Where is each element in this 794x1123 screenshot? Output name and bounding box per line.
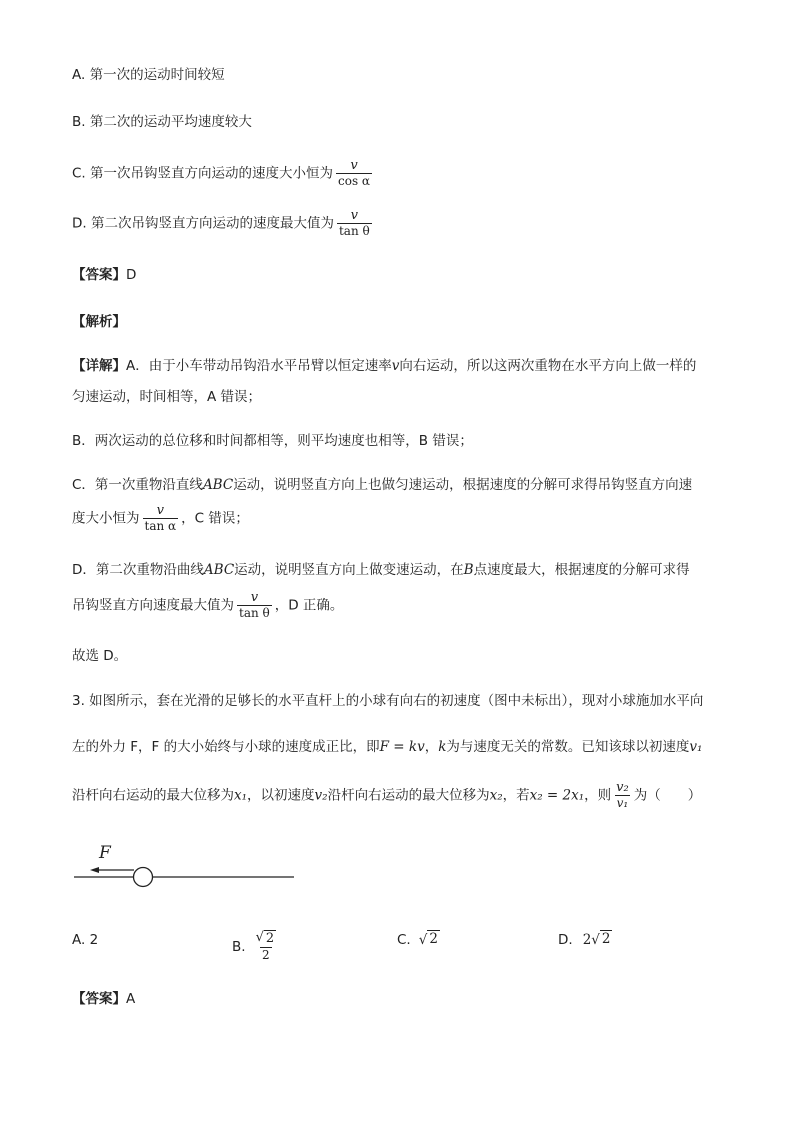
q3-stem-line-3 bbox=[72, 780, 701, 811]
force-arrow-head bbox=[90, 867, 99, 873]
q3-option-a: A. 2 bbox=[72, 932, 99, 948]
detail-text: 吊钩竖直方向速度最大值为 bbox=[72, 597, 234, 614]
fraction-numerator bbox=[254, 930, 279, 947]
var-abc: ABC bbox=[202, 477, 234, 493]
var-v: v bbox=[391, 358, 400, 374]
q2-analysis-tag bbox=[72, 313, 126, 331]
q3-stem-line-2 bbox=[72, 738, 702, 756]
answer-tag: 【答案】 bbox=[72, 267, 126, 283]
radicand: 2 bbox=[429, 931, 438, 947]
var-v1: v₁ bbox=[689, 739, 703, 755]
q3-option-c bbox=[397, 930, 440, 950]
q2-detail-line-1 bbox=[72, 357, 696, 375]
q2-detail-line-6 bbox=[72, 561, 690, 579]
fraction-numerator: v bbox=[350, 158, 358, 173]
q2-detail-line-3: B．两次运动的总位移和时间都相等，则平均速度也相等，B 错误； bbox=[72, 433, 473, 449]
fraction-denominator: 2 bbox=[262, 948, 270, 962]
q3-answer bbox=[72, 990, 135, 1008]
q2-option-c bbox=[72, 158, 375, 189]
q3-option-d bbox=[558, 930, 612, 950]
coefficient: 2 bbox=[582, 932, 592, 948]
var-x1: x₁ bbox=[234, 787, 248, 804]
detail-text: 运动，说明竖直方向上做变速运动，在 bbox=[234, 562, 464, 578]
stem-text: 沿杆向右运动的最大位移为 bbox=[327, 787, 490, 804]
sqrt: √ 2 bbox=[255, 930, 275, 946]
answer-tag: 【答案】 bbox=[72, 991, 126, 1007]
radicand: 2 bbox=[601, 931, 611, 947]
detail-text: C．第一次重物沿直线 bbox=[72, 477, 203, 493]
fraction-numerator: v₂ bbox=[616, 780, 629, 795]
option-b-fraction bbox=[254, 930, 279, 963]
rod-ball-figure bbox=[72, 838, 302, 894]
stem-text: 左的外力 F，F 的大小始终与小球的速度成正比，即 bbox=[72, 739, 380, 755]
stem-text: ，则 bbox=[584, 787, 612, 804]
detail-tag: 【详解】 bbox=[72, 358, 126, 374]
stem-text: ， bbox=[424, 739, 439, 755]
option-label: D. bbox=[558, 932, 573, 948]
var-b: B bbox=[463, 562, 474, 578]
fraction-denominator: tan α bbox=[144, 519, 177, 533]
force-label: F bbox=[99, 843, 111, 863]
q2-detail-line-8: 故选 D。 bbox=[72, 648, 128, 664]
q2-detail-line-5 bbox=[72, 503, 249, 534]
formula-f-kv: F = kv bbox=[379, 739, 425, 755]
q3-stem-line-1: 3. 如图所示，套在光滑的足够长的水平直杆上的小球有向右的初速度（图中未标出），现对小球施加水平向 bbox=[72, 693, 704, 709]
q2-detail-line-4 bbox=[72, 476, 692, 494]
fraction-numerator: v bbox=[156, 503, 164, 518]
q2-option-c-text: C. 第一次吊钩竖直方向运动的速度大小恒为 bbox=[72, 165, 334, 182]
sqrt: √ 2 bbox=[591, 931, 611, 948]
answer-value: D bbox=[126, 267, 137, 283]
q2-answer bbox=[72, 266, 136, 284]
detail-text: 运动，说明竖直方向上也做匀速运动，根据速度的分解可求得吊钩竖直方向速 bbox=[233, 477, 693, 493]
fraction-denominator: tan θ bbox=[338, 224, 370, 238]
q2-detail-line-2: 匀速运动，时间相等，A 错误； bbox=[72, 389, 262, 405]
q3-option-b bbox=[232, 930, 281, 963]
detail-text: 点速度最大，根据速度的分解可求得 bbox=[473, 562, 690, 578]
stem-text: ，若 bbox=[502, 787, 530, 804]
sqrt: √ 2 bbox=[418, 931, 438, 948]
radicand: 2 bbox=[265, 931, 275, 946]
detail-text: D．第二次重物沿曲线 bbox=[72, 562, 204, 578]
var-abc: ABC bbox=[203, 562, 235, 578]
q2-option-d bbox=[72, 208, 375, 239]
q2-option-d-text: D. 第二次吊钩竖直方向运动的速度最大值为 bbox=[72, 215, 334, 232]
detail-fraction bbox=[237, 590, 272, 621]
fraction-denominator: cos α bbox=[338, 174, 371, 188]
answer-value: A bbox=[126, 991, 136, 1007]
ball bbox=[134, 868, 153, 887]
formula-x2-2x1: x₂ = 2x₁ bbox=[529, 787, 585, 804]
stem-text: ，以初速度 bbox=[247, 787, 315, 804]
stem-text: 为（ ） bbox=[633, 787, 702, 804]
detail-fraction bbox=[143, 503, 179, 534]
ratio-fraction bbox=[614, 780, 631, 811]
var-x2: x₂ bbox=[489, 787, 503, 804]
q2-option-b: B. 第二次的运动平均速度较大 bbox=[72, 114, 252, 130]
detail-text: 度大小恒为 bbox=[72, 510, 140, 527]
q2-option-d-fraction bbox=[337, 208, 372, 239]
stem-text: 为与速度无关的常数。已知该球以初速度 bbox=[446, 739, 690, 755]
fraction-numerator: v bbox=[250, 590, 259, 605]
var-v2: v₂ bbox=[314, 787, 328, 804]
detail-text: ，C 错误； bbox=[181, 510, 249, 527]
detail-text: ，D 正确。 bbox=[274, 597, 344, 614]
option-label: B. bbox=[232, 938, 246, 955]
var-k: k bbox=[438, 739, 447, 755]
q2-detail-line-7 bbox=[72, 590, 343, 621]
detail-text: 向右运动，所以这两次重物在水平方向上做一样的 bbox=[399, 358, 697, 374]
fraction-denominator: v₁ bbox=[616, 796, 629, 810]
q2-option-c-fraction bbox=[336, 158, 372, 189]
fraction-numerator: v bbox=[350, 208, 359, 223]
analysis-tag: 【解析】 bbox=[72, 314, 126, 330]
fraction-denominator: tan θ bbox=[239, 606, 270, 620]
q2-option-a: A. 第一次的运动时间较短 bbox=[72, 67, 225, 83]
option-label: C. bbox=[397, 932, 411, 948]
detail-text: A．由于小车带动吊钩沿水平吊臂以恒定速率 bbox=[126, 358, 392, 374]
stem-text: 沿杆向右运动的最大位移为 bbox=[72, 787, 234, 804]
